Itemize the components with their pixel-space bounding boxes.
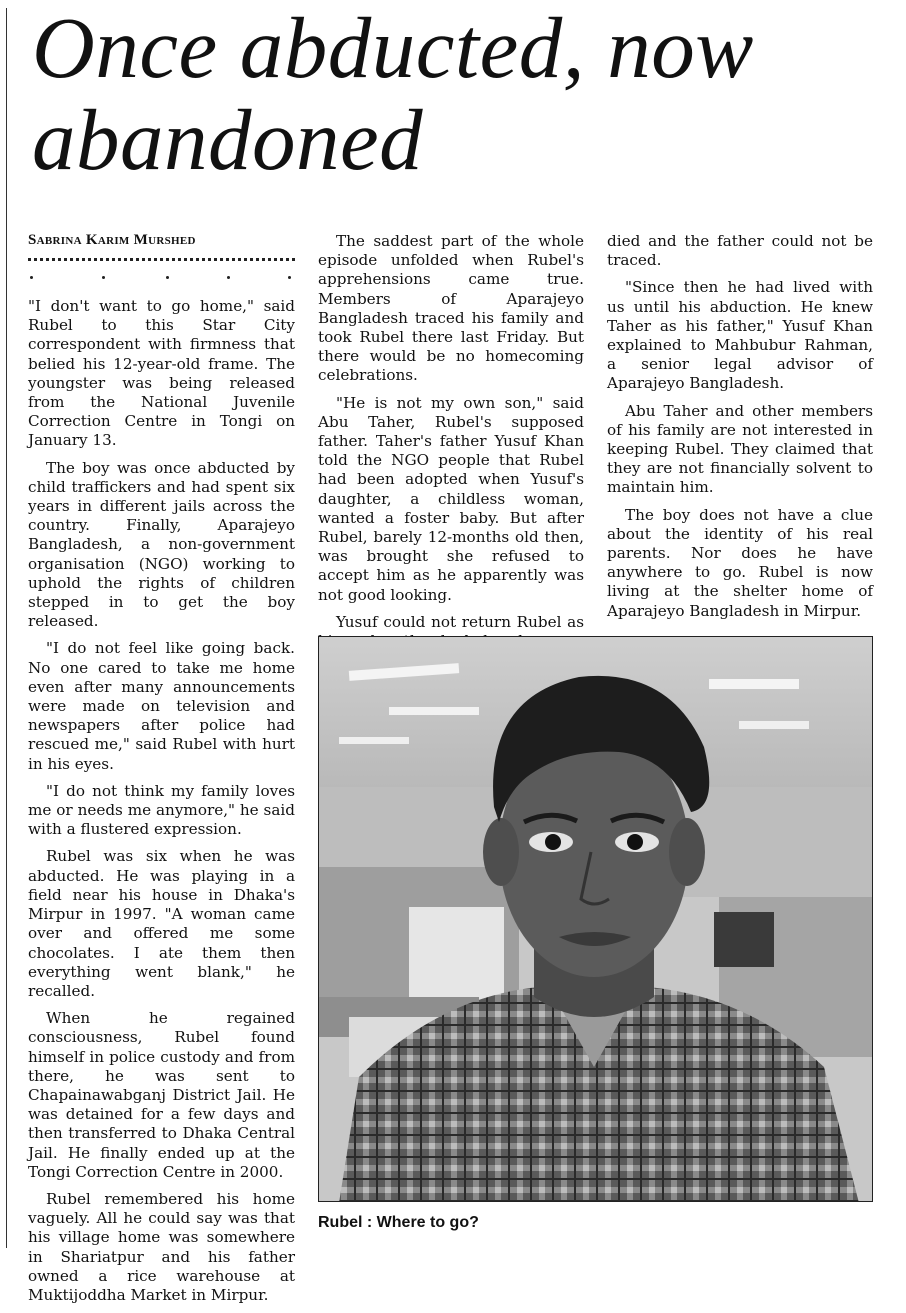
divider-dot (227, 276, 230, 279)
paragraph: Yusuf could not return Rubel as (336, 612, 584, 631)
byline-divider (28, 258, 295, 267)
portrait-illustration (319, 637, 873, 1202)
paragraph: Abu Taher and other members of his family are not interested in keeping Rubel. They claimed that they are not financially solvent to maintain him. (607, 401, 873, 497)
article-column-3 (607, 232, 873, 629)
paragraph: Rubel was six when he was abducted. He was playing in a field near his house in Dhaka's Mirpur in 1997. "A woman came over and offered me some chocolates. I ate them then everything went blank," he recalled. (28, 847, 295, 1000)
byline: Sabrina Karim Murshed (28, 232, 196, 248)
photo-caption: Rubel : Where to go? (318, 1214, 479, 1231)
paragraph: "Since then he had lived with us until his abduction. He knew Taher as his father," Yusuf Khan explained to Mahbubur Rahman, a senior legal advisor of Aparajeyo Bangladesh. (607, 278, 873, 393)
divider-dot (102, 276, 105, 279)
headline: Once abducted, now abandoned (32, 0, 754, 188)
article-column-2 (318, 232, 584, 659)
paragraph: The saddest part of the whole episode unfolded when Rubel's apprehensions came true. Members of Aparajeyo Bangladesh traced his family and took Rubel there last Friday. But there would be no homecoming celebrations. (318, 232, 584, 385)
paragraph: When he regained consciousness, Rubel found himself in police custody and from there, he was sent to Chapainawabganj District Jail. He was detained for a few days and then transferred to Dhaka Central Jail. He finally ended up at the Tongi Correction Centre in 2000. (28, 1009, 295, 1181)
paragraph: "I don't want to go home," said Rubel to this Star City correspondent with firmness that belied his 12-year-old frame. The youngster was being released from the National Juvenile Correction Centre in Tongi on January 13. (28, 297, 295, 450)
paragraph: The boy was once abducted by child traffickers and had spent six years in different jails across the country. Finally, Aparajeyo Bangladesh, a non-government organisation (NGO) working to uphold the rights of children stepped in to get the boy released. (28, 458, 295, 631)
article-photo (318, 636, 873, 1202)
paragraph: "I do not feel like going back. No one cared to take me home even after many announcements were made on television and newspapers after police had rescued me," said Rubel with hurt in his eyes. (28, 639, 295, 773)
paragraph: The boy does not have a clue about the identity of his real parents. Nor does he have anywhere to go. Rubel is now living at the shelter home of Aparajeyo Bangladesh in Mirpur. (607, 505, 873, 620)
divider-dot (288, 276, 291, 279)
left-margin-rule (6, 8, 7, 1248)
paragraph: "I do not think my family loves me or needs me anymore," he said with a flustered expression. (28, 781, 295, 839)
divider-dot (166, 276, 169, 279)
paragraph: died and the father could not be traced. (607, 232, 873, 270)
article-column-1 (28, 297, 295, 1313)
paragraph: Rubel remembered his home vaguely. All he could say was that his village home was somewhere in Shariatpur and his father owned a rice warehouse at Muktijoddha Market in Mirpur. (28, 1189, 295, 1304)
paragraph: "He is not my own son," said Abu Taher, Rubel's supposed father. Taher's father Yusuf Khan told the NGO people that Rubel had been adopted when Yusuf's daughter, a childless woman, wanted a foster baby. But after Rubel, barely 12-months old then, was brought she refused to accept him as he apparently was not good looking. (318, 393, 584, 604)
divider-dot (30, 276, 33, 279)
